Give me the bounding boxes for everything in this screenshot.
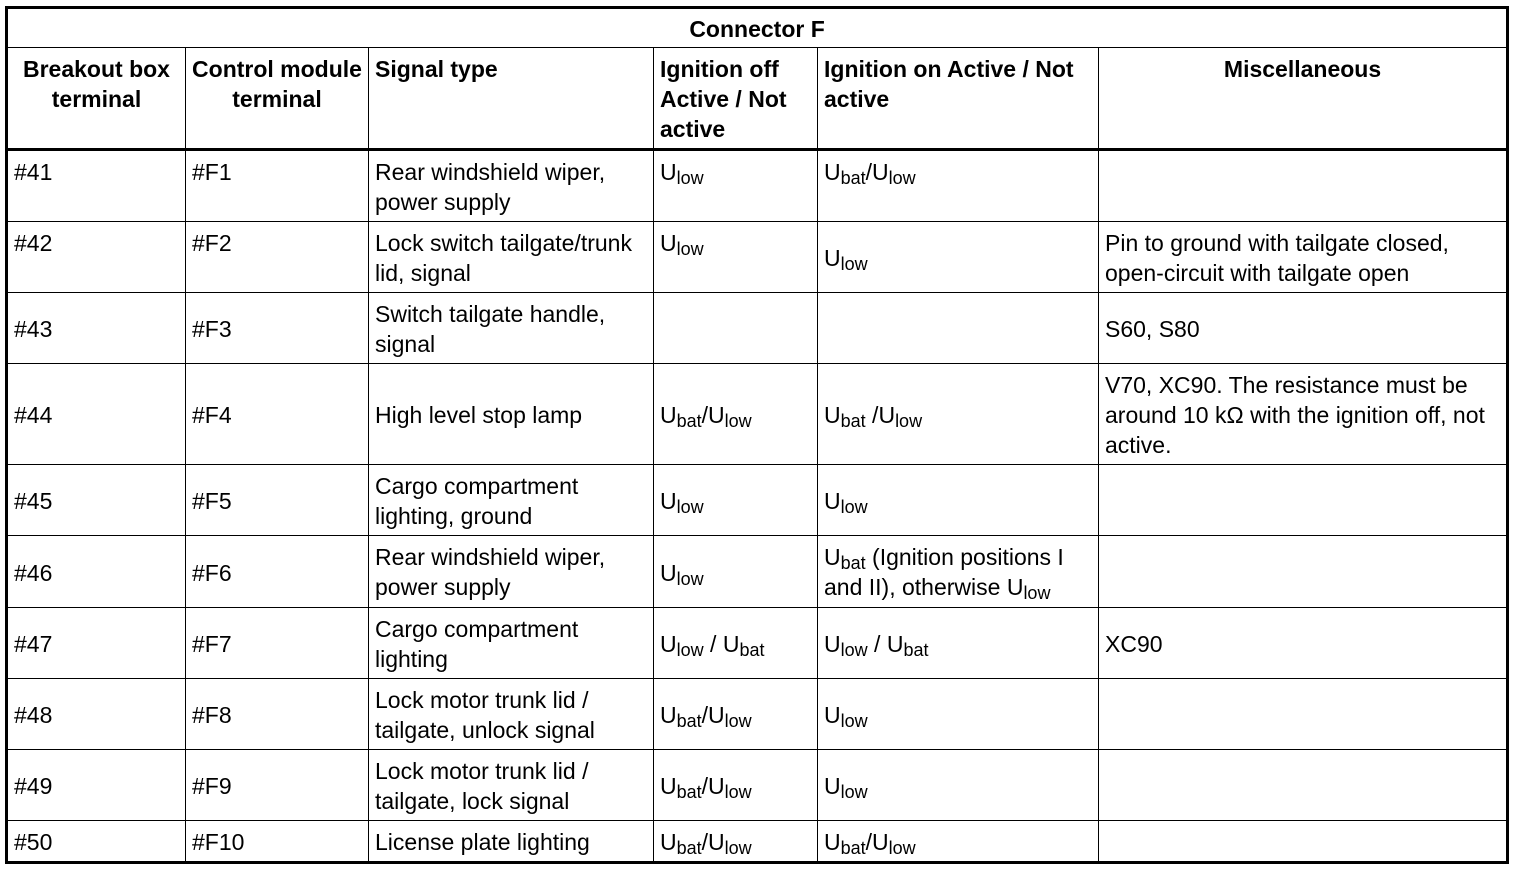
signal-type-cell: Switch tailgate handle, signal bbox=[369, 293, 654, 364]
ignition-off-cell bbox=[654, 293, 818, 364]
header-ignition-off: Ignition off Active / Not active bbox=[654, 48, 818, 150]
miscellaneous-cell bbox=[1099, 536, 1508, 608]
module-terminal-cell: #F2 bbox=[186, 222, 369, 293]
ignition-on-cell: $U_{bat}/U_{low}$ bbox=[818, 150, 1099, 222]
ignition-on-cell: $U_{low} / U_{bat}$ bbox=[818, 608, 1099, 679]
table-row bbox=[7, 679, 1508, 750]
table-row bbox=[7, 750, 1508, 821]
module-terminal-cell: #F3 bbox=[186, 293, 369, 364]
ignition-on-cell: $U_{low}$ bbox=[818, 679, 1099, 750]
miscellaneous-cell bbox=[1099, 750, 1508, 821]
signal-type-cell: High level stop lamp bbox=[369, 364, 654, 465]
table-row bbox=[7, 536, 1508, 608]
ignition-on-cell: $U_{low}$ bbox=[818, 750, 1099, 821]
ignition-off-cell: $U_{bat}/U_{low}$ bbox=[654, 750, 818, 821]
module-terminal-cell: #F8 bbox=[186, 679, 369, 750]
table-row bbox=[7, 608, 1508, 679]
breakout-terminal-cell: #49 bbox=[7, 750, 186, 821]
miscellaneous-cell: Pin to ground with tailgate closed, open-circuit with tailgate open bbox=[1099, 222, 1508, 293]
module-terminal-cell: #F5 bbox=[186, 465, 369, 536]
signal-type-cell: Cargo compartment lighting bbox=[369, 608, 654, 679]
breakout-terminal-cell: #42 bbox=[7, 222, 186, 293]
connector-table bbox=[5, 6, 1509, 864]
miscellaneous-cell bbox=[1099, 150, 1508, 222]
module-terminal-cell: #F7 bbox=[186, 608, 369, 679]
ignition-on-cell: $U_{low}$ bbox=[818, 222, 1099, 293]
ignition-off-cell: $U_{bat}/U_{low}$ bbox=[654, 821, 818, 863]
table-row bbox=[7, 821, 1508, 863]
breakout-terminal-cell: #46 bbox=[7, 536, 186, 608]
signal-type-cell: License plate lighting bbox=[369, 821, 654, 863]
ignition-off-cell: $U_{low}$ bbox=[654, 150, 818, 222]
ignition-off-cell: $U_{low}$ bbox=[654, 222, 818, 293]
header-control-module-terminal: Control module terminal bbox=[186, 48, 369, 150]
module-terminal-cell: #F6 bbox=[186, 536, 369, 608]
ignition-on-cell: $U_{bat}$ $/U_{low}$ bbox=[818, 364, 1099, 465]
table-row bbox=[7, 364, 1508, 465]
miscellaneous-cell: V70, XC90. The resistance must be around 10 kΩ with the ignition off, not active. bbox=[1099, 364, 1508, 465]
breakout-terminal-cell: #43 bbox=[7, 293, 186, 364]
table-row bbox=[7, 465, 1508, 536]
signal-type-cell: Lock motor trunk lid / tailgate, unlock signal bbox=[369, 679, 654, 750]
table-row bbox=[7, 293, 1508, 364]
table-title: Connector F bbox=[7, 8, 1508, 48]
signal-type-cell: Cargo compartment lighting, ground bbox=[369, 465, 654, 536]
ignition-on-cell: $U_{low}$ bbox=[818, 465, 1099, 536]
signal-type-cell: Rear windshield wiper, power supply bbox=[369, 150, 654, 222]
miscellaneous-cell: XC90 bbox=[1099, 608, 1508, 679]
breakout-terminal-cell: #48 bbox=[7, 679, 186, 750]
module-terminal-cell: #F10 bbox=[186, 821, 369, 863]
miscellaneous-cell bbox=[1099, 679, 1508, 750]
table-row bbox=[7, 150, 1508, 222]
table-row bbox=[7, 222, 1508, 293]
module-terminal-cell: #F4 bbox=[186, 364, 369, 465]
header-signal-type: Signal type bbox=[369, 48, 654, 150]
header-row bbox=[7, 48, 1508, 150]
breakout-terminal-cell: #45 bbox=[7, 465, 186, 536]
breakout-terminal-cell: #47 bbox=[7, 608, 186, 679]
ignition-off-cell: $U_{low}$ bbox=[654, 465, 818, 536]
miscellaneous-cell bbox=[1099, 465, 1508, 536]
header-ignition-on: Ignition on Active / Not active bbox=[818, 48, 1099, 150]
module-terminal-cell: #F1 bbox=[186, 150, 369, 222]
title-row bbox=[7, 8, 1508, 48]
breakout-terminal-cell: #50 bbox=[7, 821, 186, 863]
ignition-off-cell: $U_{bat}/U_{low}$ bbox=[654, 679, 818, 750]
ignition-on-cell bbox=[818, 293, 1099, 364]
ignition-off-cell: $U_{low} / U_{bat}$ bbox=[654, 608, 818, 679]
ignition-off-cell: $U_{low}$ bbox=[654, 536, 818, 608]
header-breakout-box-terminal: Breakout box terminal bbox=[7, 48, 186, 150]
signal-type-cell: Rear windshield wiper, power supply bbox=[369, 536, 654, 608]
header-miscellaneous: Miscellaneous bbox=[1099, 48, 1508, 150]
miscellaneous-cell: S60, S80 bbox=[1099, 293, 1508, 364]
breakout-terminal-cell: #44 bbox=[7, 364, 186, 465]
breakout-terminal-cell: #41 bbox=[7, 150, 186, 222]
ignition-on-cell: $U_{bat}/U_{low}$ bbox=[818, 821, 1099, 863]
signal-type-cell: Lock motor trunk lid / tailgate, lock signal bbox=[369, 750, 654, 821]
ignition-on-cell: $U_{bat}$ (Ignition positions I and II), otherwise $U_{low}$ bbox=[818, 536, 1099, 608]
signal-type-cell: Lock switch tailgate/trunk lid, signal bbox=[369, 222, 654, 293]
module-terminal-cell: #F9 bbox=[186, 750, 369, 821]
miscellaneous-cell bbox=[1099, 821, 1508, 863]
ignition-off-cell: $U_{bat}/U_{low}$ bbox=[654, 364, 818, 465]
